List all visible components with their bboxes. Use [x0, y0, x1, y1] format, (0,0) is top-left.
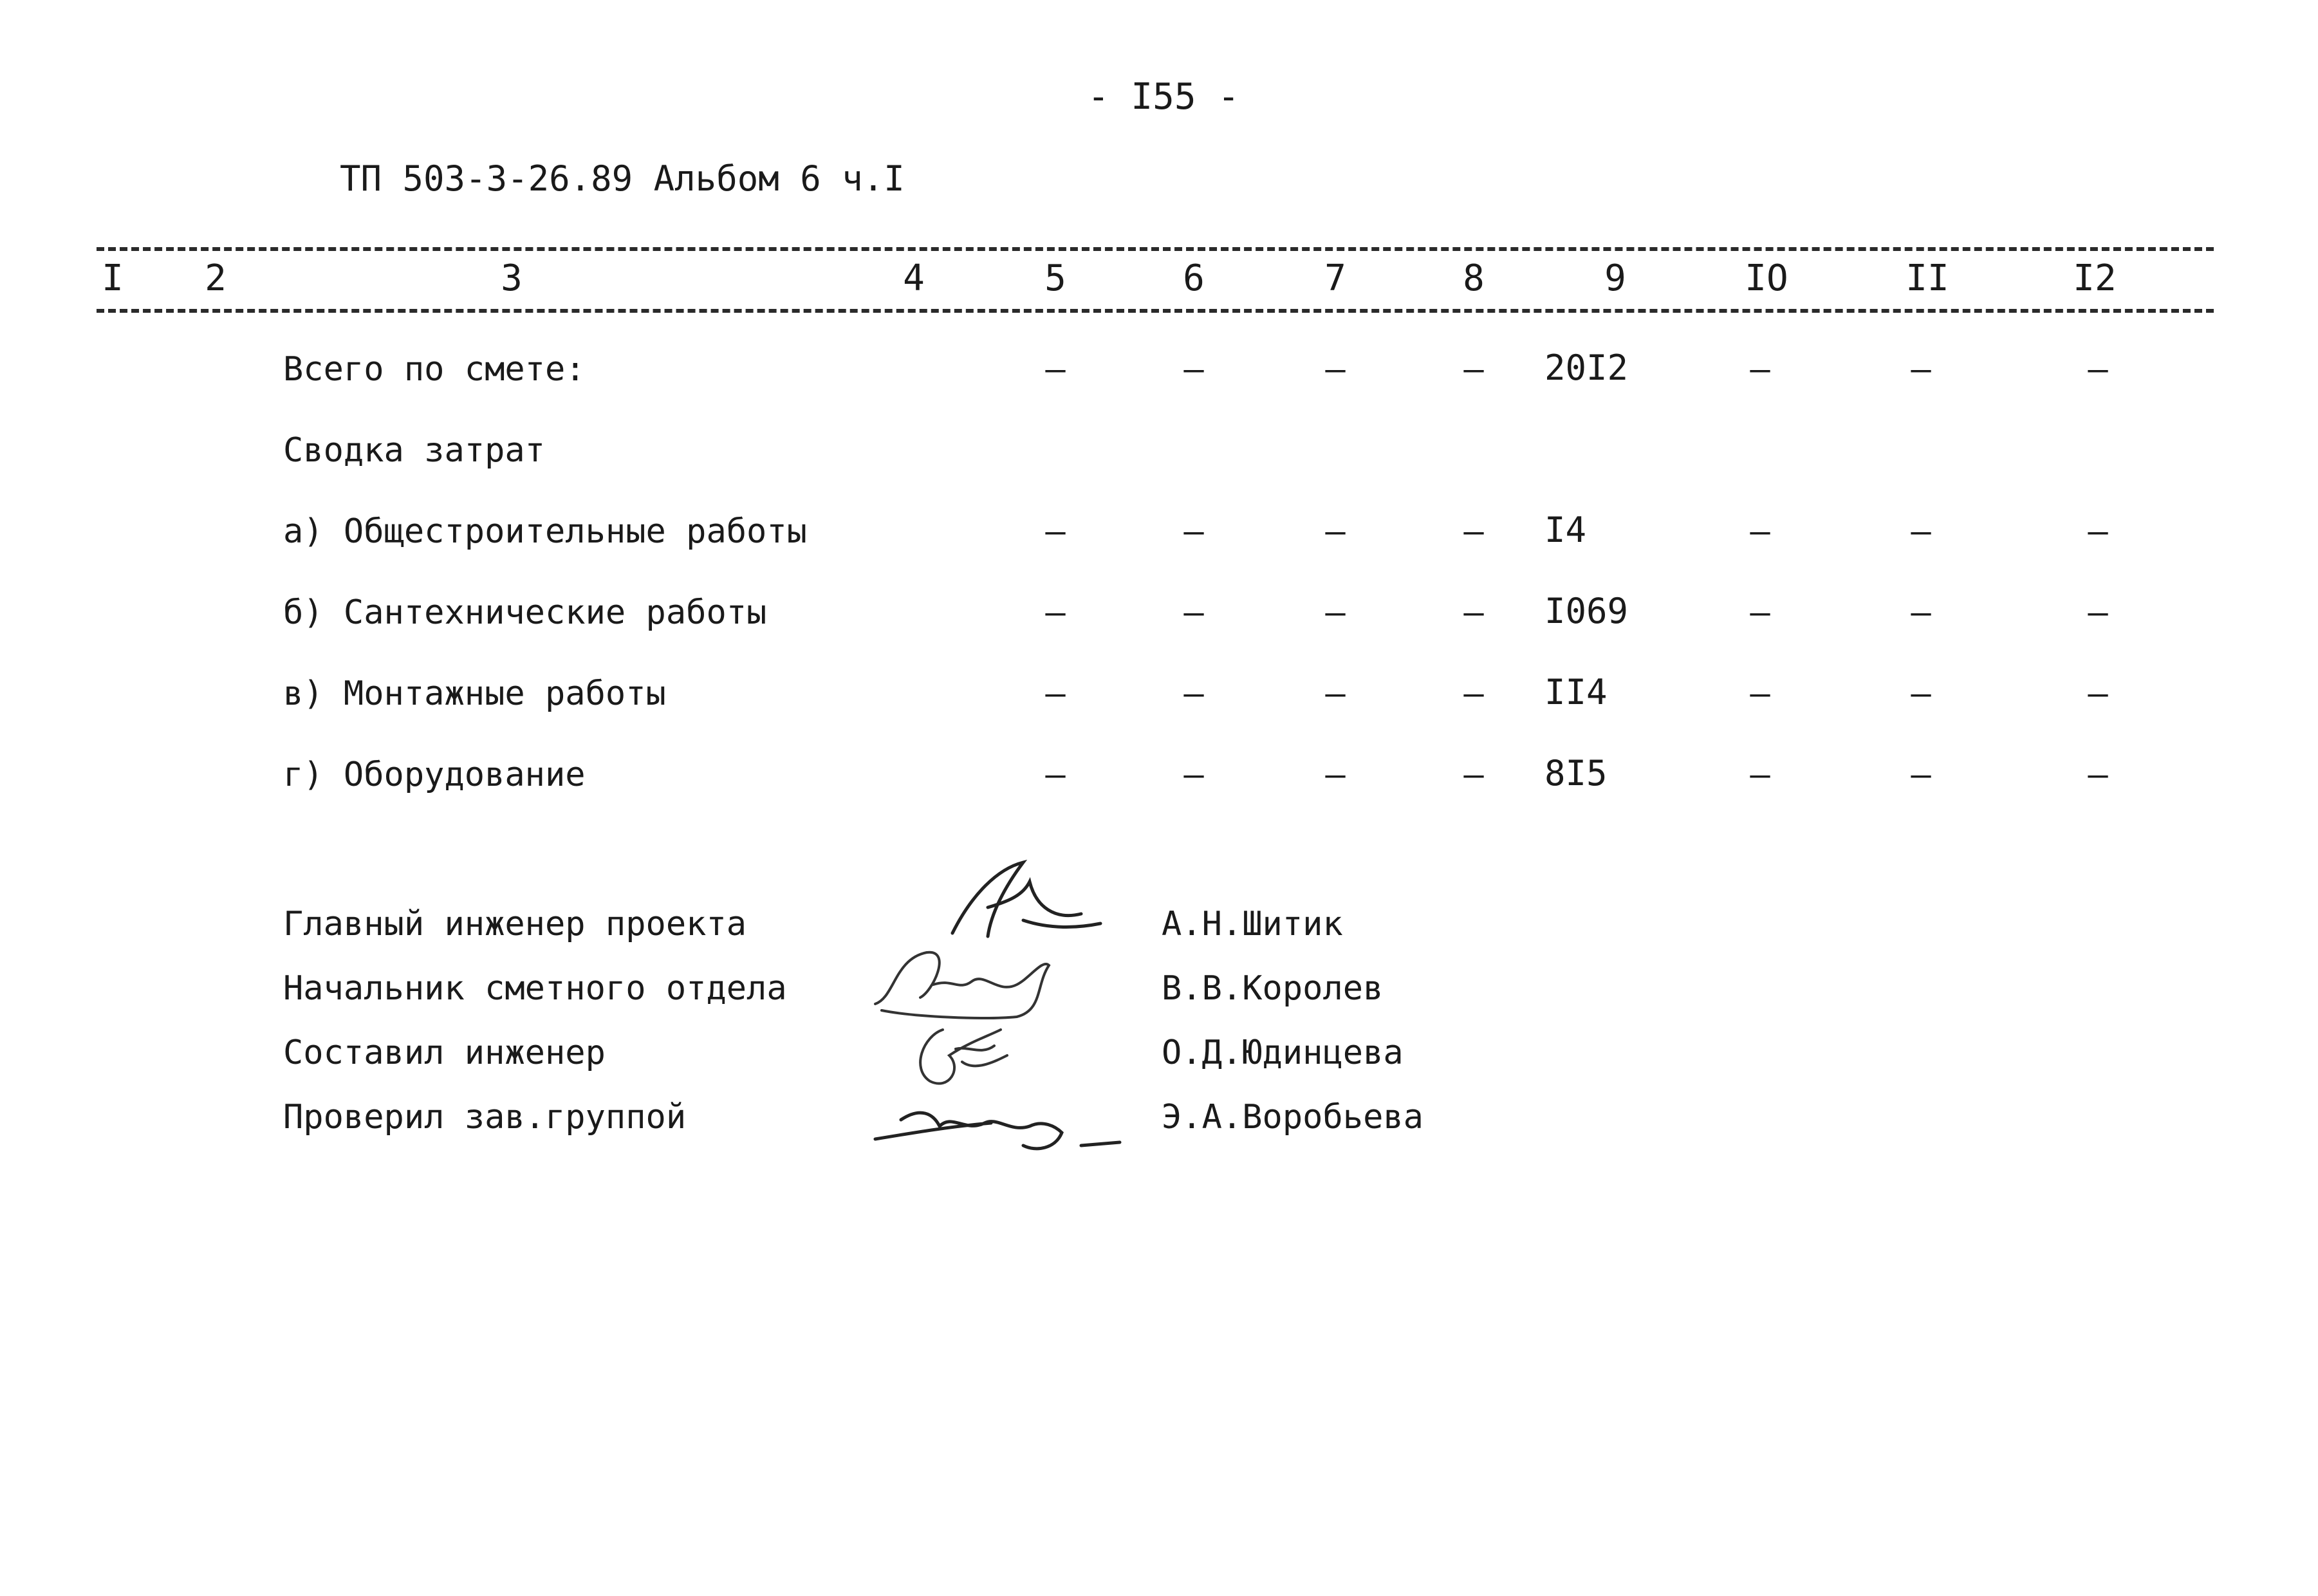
signatory-title-group-lead: Проверил зав.группой	[283, 1098, 687, 1137]
header-dashed-rule-top	[97, 247, 2214, 251]
row-construction-col10: –	[1750, 512, 1770, 551]
handwritten-signature-4	[862, 1088, 1139, 1158]
signatory-name-group-lead: Э.А.Воробьева	[1162, 1098, 1423, 1137]
row-total-col8: –	[1463, 350, 1484, 389]
row-equipment-label: г) Оборудование	[283, 756, 586, 794]
row-equipment-col9: 8I5	[1544, 753, 1608, 793]
handwritten-signature-3	[898, 1010, 1026, 1094]
row-equipment-col7: –	[1325, 756, 1346, 794]
handwritten-signature-1	[927, 856, 1120, 946]
row-construction-col7: –	[1325, 512, 1346, 551]
row-installation-col5: –	[1045, 674, 1066, 713]
document-code: ТП 503-3-26.89 Альбом 6 ч.I	[340, 158, 905, 199]
handwritten-signature-2	[856, 933, 1100, 1023]
row-installation-col9: II4	[1544, 672, 1608, 712]
column-header-7: 7	[1324, 257, 1346, 299]
row-construction-col9: I4	[1544, 510, 1587, 550]
row-plumbing-col8: –	[1463, 593, 1484, 632]
row-plumbing-col5: –	[1045, 593, 1066, 632]
column-header-10: IO	[1745, 257, 1788, 299]
row-total-col11: –	[1911, 350, 1931, 389]
row-equipment-col6: –	[1183, 756, 1204, 794]
row-construction-col11: –	[1911, 512, 1931, 551]
row-plumbing-label: б) Сантехнические работы	[283, 593, 767, 632]
column-header-12: I2	[2073, 257, 2117, 299]
row-plumbing-col12: –	[2088, 593, 2108, 632]
row-installation-col11: –	[1911, 674, 1931, 713]
row-equipment-col5: –	[1045, 756, 1066, 794]
column-header-1: I	[102, 257, 124, 299]
row-construction-col5: –	[1045, 512, 1066, 551]
row-plumbing-col9: I069	[1544, 591, 1629, 631]
column-header-4: 4	[903, 257, 925, 299]
row-installation-col10: –	[1750, 674, 1770, 713]
row-plumbing-col10: –	[1750, 593, 1770, 632]
summary-heading: Сводка затрат	[283, 431, 545, 470]
header-dashed-rule-bottom	[97, 309, 2214, 313]
row-plumbing-col11: –	[1911, 593, 1931, 632]
row-equipment-col12: –	[2088, 756, 2108, 794]
row-installation-col8: –	[1463, 674, 1484, 713]
row-plumbing-col7: –	[1325, 593, 1346, 632]
column-header-11: II	[1905, 257, 1949, 299]
column-header-9: 9	[1604, 257, 1626, 299]
page-number: - I55 -	[1088, 76, 1240, 118]
row-total-col12: –	[2088, 350, 2108, 389]
signatory-name-estimate-head: В.В.Королев	[1162, 969, 1384, 1008]
row-construction-label: а) Общестроительные работы	[283, 512, 807, 551]
signatory-title-compiler: Составил инженер	[283, 1034, 606, 1072]
row-plumbing-col6: –	[1183, 593, 1204, 632]
row-equipment-col11: –	[1911, 756, 1931, 794]
row-installation-col7: –	[1325, 674, 1346, 713]
row-installation-label: в) Монтажные работы	[283, 674, 666, 713]
signatory-title-chief-engineer: Главный инженер проекта	[283, 905, 747, 943]
signatory-title-estimate-head: Начальник сметного отдела	[283, 969, 787, 1008]
row-construction-col6: –	[1183, 512, 1204, 551]
row-total-label: Всего по смете:	[283, 350, 586, 389]
row-equipment-col8: –	[1463, 756, 1484, 794]
row-construction-col8: –	[1463, 512, 1484, 551]
row-installation-col6: –	[1183, 674, 1204, 713]
row-total-col5: –	[1045, 350, 1066, 389]
row-total-col6: –	[1183, 350, 1204, 389]
column-header-6: 6	[1183, 257, 1205, 299]
signatory-name-chief-engineer: А.Н.Шитик	[1162, 905, 1343, 943]
column-header-2: 2	[205, 257, 227, 299]
column-header-8: 8	[1463, 257, 1485, 299]
row-total-col10: –	[1750, 350, 1770, 389]
row-construction-col12: –	[2088, 512, 2108, 551]
column-header-5: 5	[1044, 257, 1066, 299]
row-equipment-col10: –	[1750, 756, 1770, 794]
row-total-col7: –	[1325, 350, 1346, 389]
row-total-col9: 20I2	[1544, 348, 1629, 388]
column-header-3: 3	[501, 257, 523, 299]
signatory-name-compiler: О.Д.Юдинцева	[1162, 1034, 1404, 1072]
row-installation-col12: –	[2088, 674, 2108, 713]
